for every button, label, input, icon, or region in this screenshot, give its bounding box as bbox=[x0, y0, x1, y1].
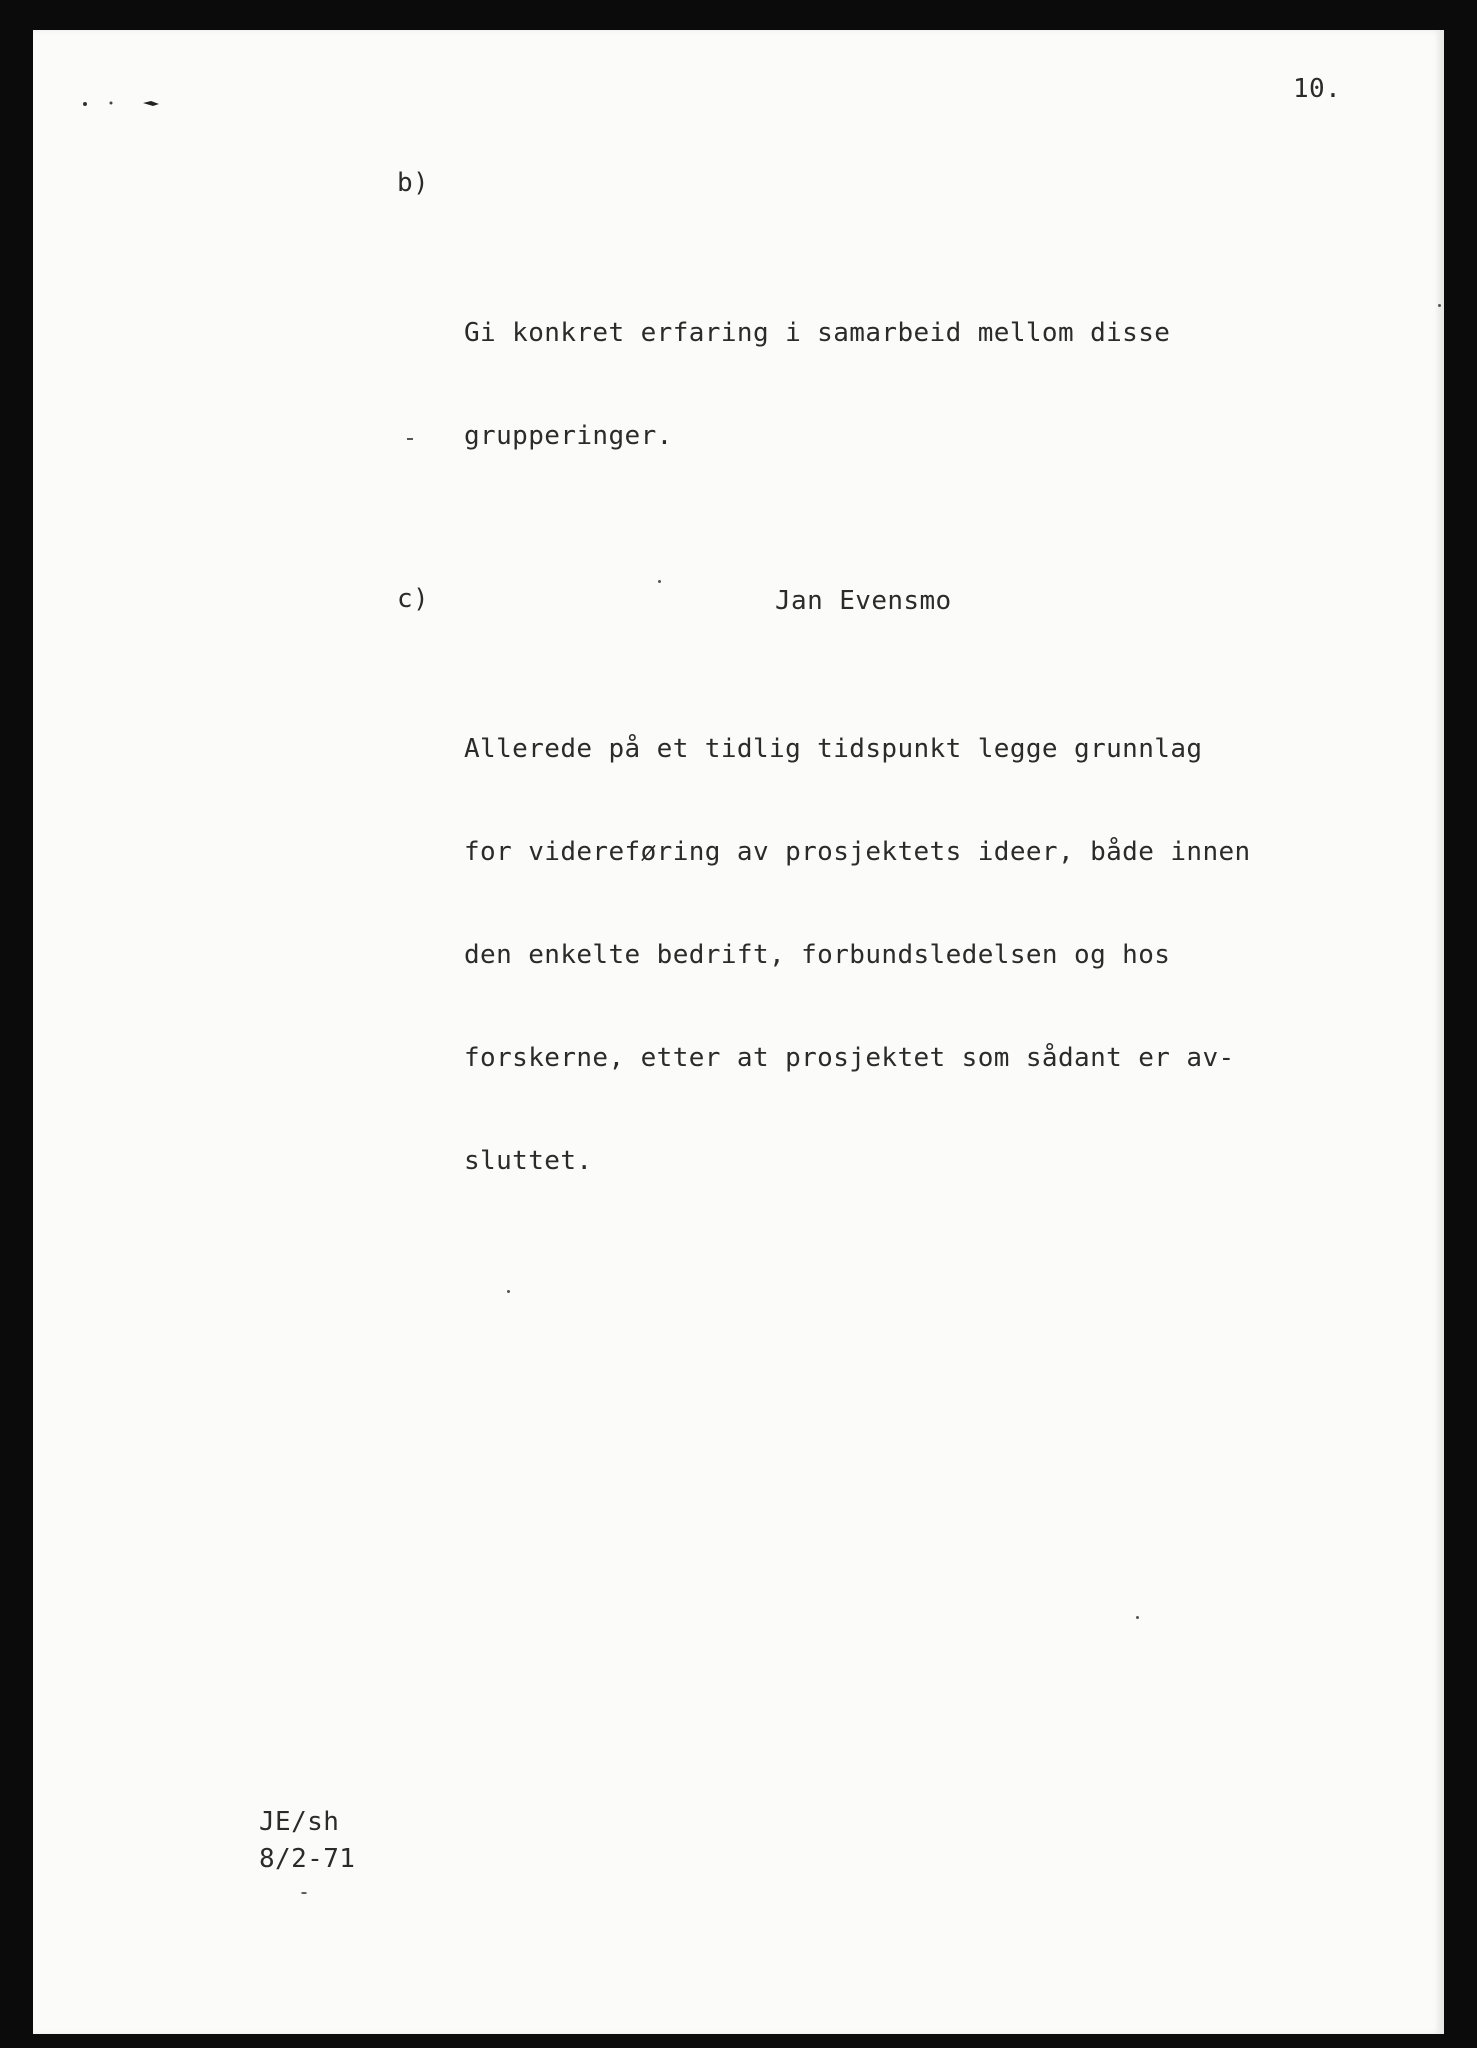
numbered-list bbox=[397, 162, 1357, 1303]
reference-initials: JE/sh bbox=[259, 1807, 340, 1837]
text-line: Gi konkret erfaring i samarbeid mellom disse bbox=[464, 318, 1171, 348]
list-item-text bbox=[464, 252, 1357, 518]
list-item-text bbox=[464, 668, 1357, 1243]
list-item-c bbox=[397, 578, 1357, 1303]
text-line: grupperinger. bbox=[464, 421, 673, 451]
reference-date: 8/2-71 bbox=[259, 1844, 356, 1874]
corner-blemish bbox=[81, 98, 171, 110]
paper-speck bbox=[301, 1892, 307, 1894]
paper-speck bbox=[658, 580, 661, 583]
page-number: 10. bbox=[1293, 74, 1342, 104]
margin-mark bbox=[407, 438, 413, 440]
list-marker: b) bbox=[397, 168, 430, 198]
text-line: Allerede på et tidlig tidspunkt legge grunnlag bbox=[464, 734, 1203, 764]
text-line: sluttet. bbox=[464, 1146, 593, 1176]
list-marker: c) bbox=[397, 584, 430, 614]
paper-speck bbox=[1136, 1616, 1139, 1619]
signature-name: Jan Evensmo bbox=[775, 586, 952, 616]
list-item-b bbox=[397, 162, 1357, 578]
document-page bbox=[33, 30, 1444, 2034]
text-line: forskerne, etter at prosjektet som sådant er av- bbox=[464, 1043, 1235, 1073]
text-line: den enkelte bedrift, forbundsledelsen og hos bbox=[464, 940, 1171, 970]
paper-speck bbox=[1438, 304, 1441, 307]
paper-speck bbox=[507, 1290, 510, 1293]
text-line: for videreføring av prosjektets ideer, både innen bbox=[464, 837, 1251, 867]
